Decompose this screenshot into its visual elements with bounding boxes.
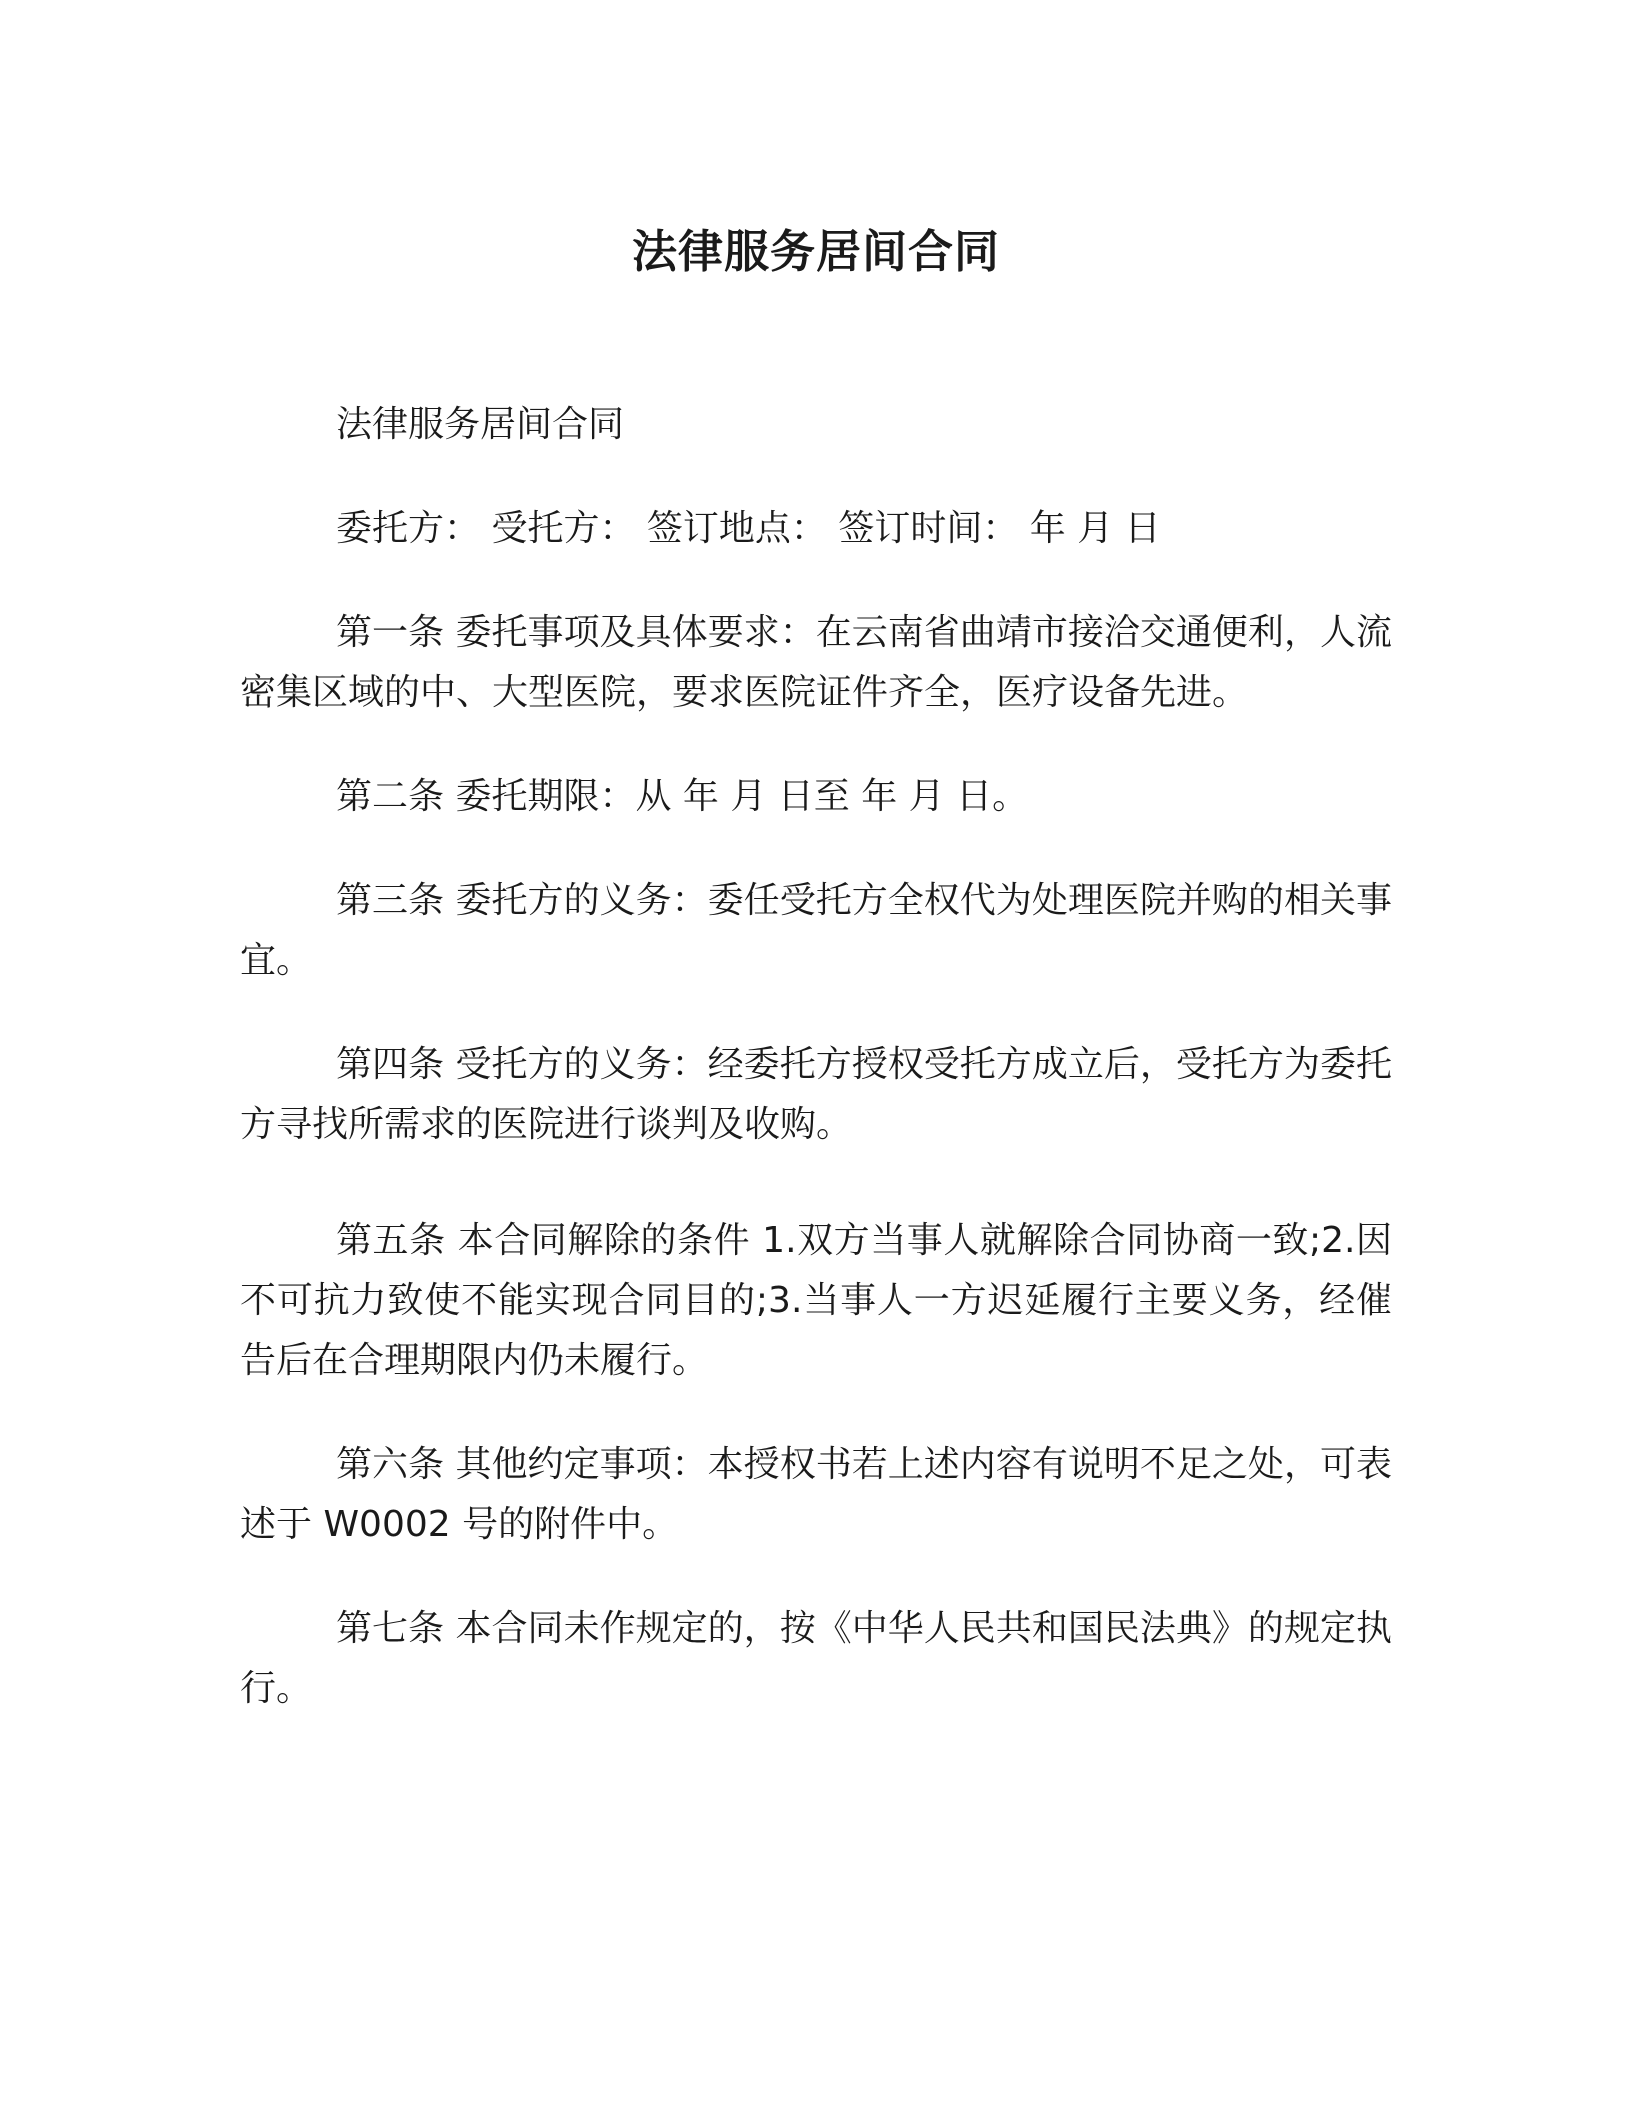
article-2-paragraph: 第二条 委托期限：从 年 月 日至 年 月 日。 xyxy=(336,776,1029,817)
parties-paragraph: 委托方： 受托方： 签订地点： 签订时间： 年 月 日 xyxy=(336,508,1161,549)
article-3-paragraph: 第三条 委托方的义务：委任受托方全权代为处理医院并购的相关事宜。 xyxy=(240,880,1392,981)
article-6-paragraph: 第六条 其他约定事项：本授权书若上述内容有说明不足之处，可表述于 W0002 号的附件中。 xyxy=(240,1444,1392,1545)
article-7-paragraph: 第七条 本合同未作规定的，按《中华人民共和国民法典》的规定执行。 xyxy=(240,1608,1392,1709)
article-4-paragraph: 第四条 受托方的义务：经委托方授权受托方成立后，受托方为委托方寻找所需求的医院进行谈判及收购。 xyxy=(240,1044,1392,1145)
document-title: 法律服务居间合同 xyxy=(631,225,1000,278)
article-1-paragraph: 第一条 委托事项及具体要求：在云南省曲靖市接洽交通便利，人流密集区域的中、大型医院，要求医院证件齐全，医疗设备先进。 xyxy=(240,612,1392,713)
article-5-paragraph: 第五条 本合同解除的条件 1.双方当事人就解除合同协商一致;2.因不可抗力致使不能实现合同目的;3.当事人一方迟延履行主要义务，经催告后在合理期限内仍未履行。 xyxy=(240,1220,1392,1381)
contract-name-paragraph: 法律服务居间合同 xyxy=(336,404,625,445)
document-body xyxy=(240,395,1392,1763)
